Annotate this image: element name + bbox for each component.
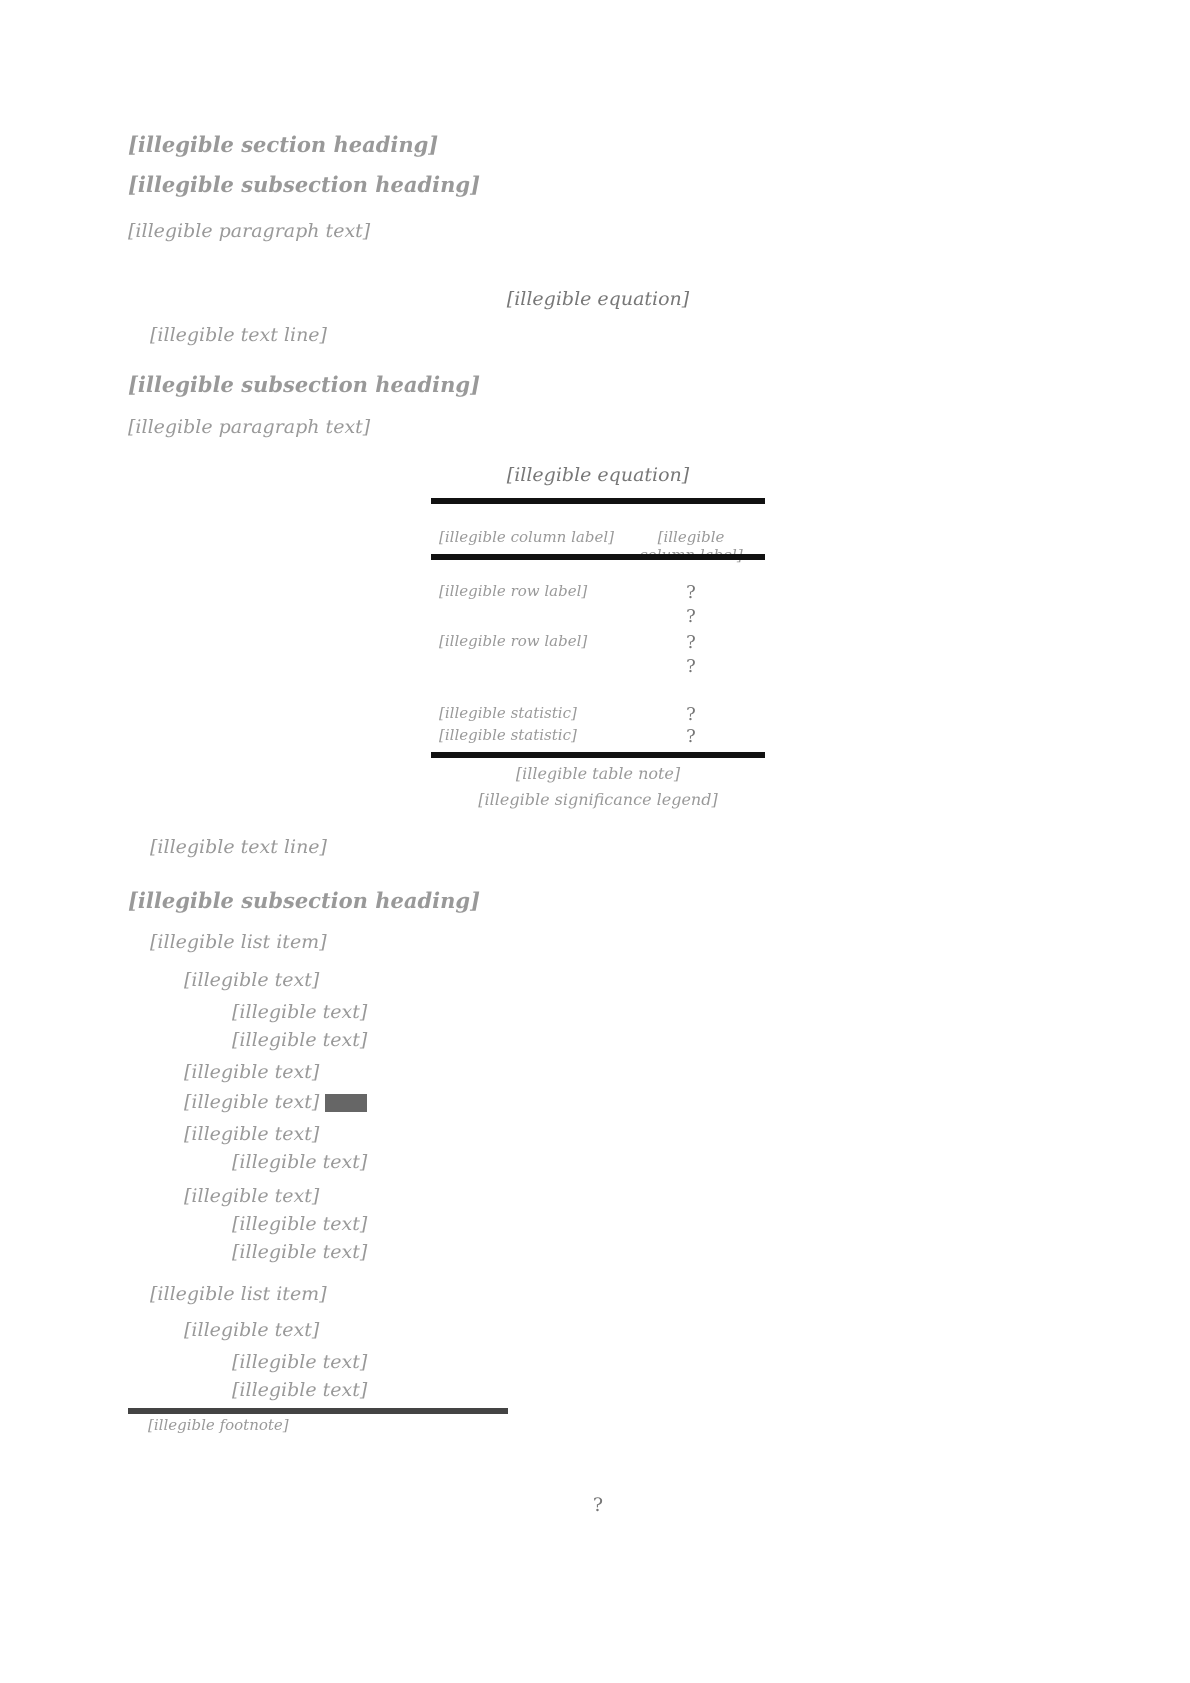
table-stat-2-value: ? <box>686 726 696 747</box>
list-item-1: [illegible list item] <box>150 931 327 953</box>
list-item-1b-text: [illegible text] <box>184 1061 320 1083</box>
subsection-heading-verification <box>128 888 480 913</box>
list-item-2a <box>184 1316 319 1344</box>
section-heading-example-text: [illegible section heading] <box>128 132 439 157</box>
estimation-after-text: [illegible text line] <box>150 836 327 858</box>
list-item-1c <box>184 1088 367 1116</box>
table-row-1-value: ? <box>686 582 696 603</box>
list-item-1a-ii-text: [illegible text] <box>232 1029 368 1051</box>
list-item-2a-ii <box>232 1376 367 1404</box>
list-item-1e-cont2: [illegible text] <box>232 1241 368 1263</box>
list-item-2a-text: [illegible text] <box>184 1319 320 1341</box>
list-item-2a-i-text: [illegible text] <box>232 1351 368 1373</box>
spec-paragraph: [illegible paragraph text] <box>128 220 371 242</box>
spec-formula: [illegible equation] <box>506 288 690 310</box>
regression-table <box>431 498 765 758</box>
list-item-1a-text: [illegible text] <box>184 969 320 991</box>
subsection-heading-spec <box>128 172 480 197</box>
list-item-1a-ii <box>232 1026 367 1054</box>
list-item-1a <box>184 966 319 994</box>
list-item-2: [illegible list item] <box>150 1283 327 1305</box>
section-heading-example <box>128 132 438 157</box>
subsection-heading-verification-text: [illegible subsection heading] <box>128 888 481 913</box>
list-item-2a-i <box>232 1348 367 1376</box>
table-note-line1: [illegible table note] <box>515 764 681 783</box>
table-header-col1: [illegible column label] <box>439 528 614 546</box>
list-item-1a-i <box>232 998 367 1026</box>
list-item-1a-i-text: [illegible text] <box>232 1001 368 1023</box>
list-item-1e-text: [illegible text] <box>184 1185 320 1207</box>
list-item-1c-text: [illegible text] <box>184 1091 320 1113</box>
table-row-2-label: [illegible row label] <box>439 632 588 650</box>
highlighted-term-box <box>325 1094 367 1112</box>
list-item-2a-ii-text: [illegible text] <box>232 1379 368 1401</box>
table-stat-2-label: [illegible statistic] <box>439 726 577 744</box>
estimation-formula: [illegible equation] <box>506 464 690 486</box>
spec-after-text: [illegible text line] <box>150 324 327 346</box>
table-header-col2: [illegible <box>657 528 725 546</box>
list-item-1d-cont: [illegible text] <box>232 1151 368 1173</box>
table-row-2-value: ? <box>686 632 696 653</box>
page-number: ? <box>592 1494 604 1516</box>
table-row-1-se: ? <box>686 606 696 627</box>
table-row-2-se: ? <box>686 656 696 677</box>
table-bottom-rule <box>431 752 765 758</box>
footnote-rule <box>128 1408 508 1414</box>
list-item-1e <box>184 1182 1068 1210</box>
table-top-rule <box>431 498 765 504</box>
table-stat-1-label: [illegible statistic] <box>439 704 577 722</box>
subsection-heading-spec-text: [illegible subsection heading] <box>128 172 481 197</box>
estimation-paragraph: [illegible paragraph text] <box>128 416 371 438</box>
table-row-1-label: [illegible row label] <box>439 582 588 600</box>
list-item-1b <box>184 1058 319 1086</box>
list-item-1d <box>184 1120 1068 1148</box>
table-note-line2: [illegible significance legend] <box>478 790 718 809</box>
footnote: [illegible footnote] <box>148 1416 289 1434</box>
table-header-rule <box>431 554 765 560</box>
subsection-heading-estimation <box>128 372 480 397</box>
subsection-heading-estimation-text: [illegible subsection heading] <box>128 372 481 397</box>
list-item-1d-text: [illegible text] <box>184 1123 320 1145</box>
list-item-1e-cont1: [illegible text] <box>232 1213 368 1235</box>
table-stat-1-value: ? <box>686 704 696 725</box>
